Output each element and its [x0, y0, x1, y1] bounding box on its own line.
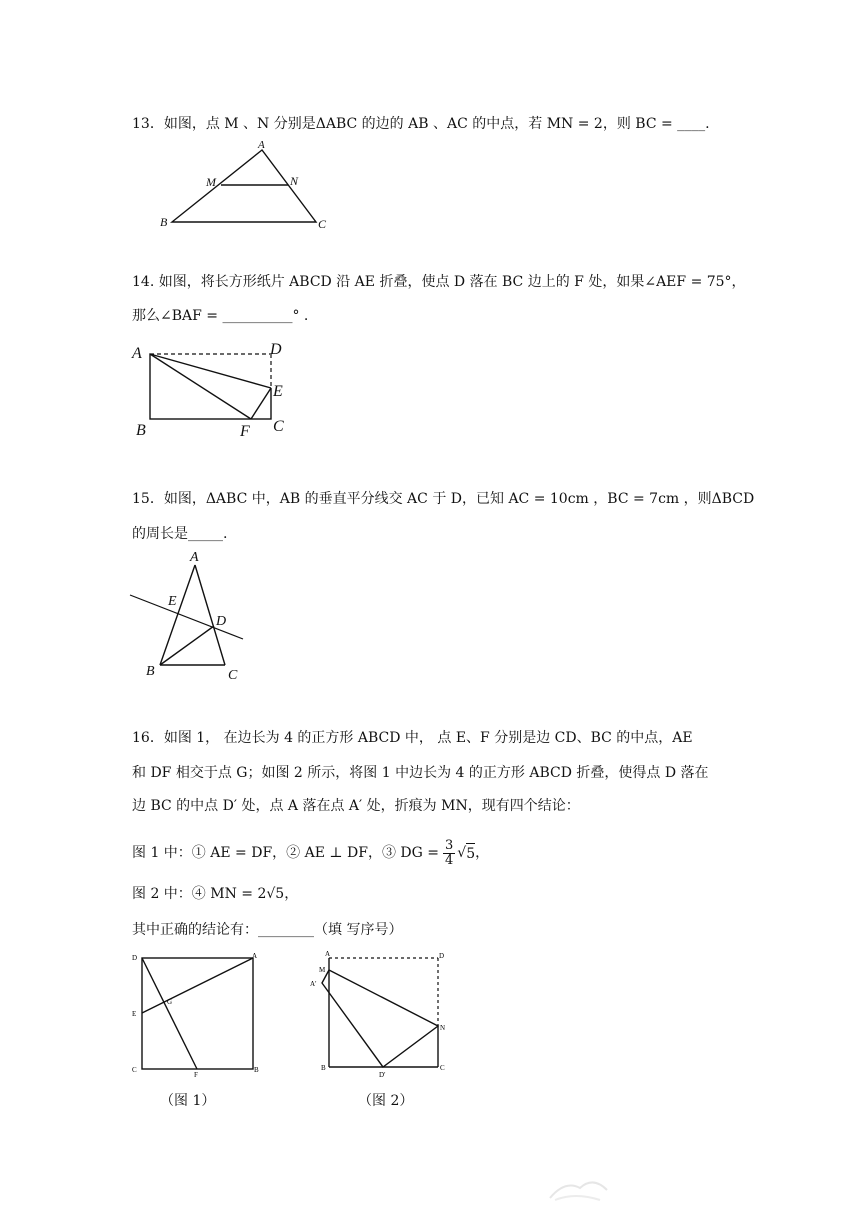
line4-prefix: 图 1 中：① AE = DF，② AE ⊥ DF，③ DG =: [132, 845, 439, 861]
line4-suffix: ，: [475, 845, 490, 861]
fig2-label-c: C: [440, 1064, 445, 1072]
p14-label-e: E: [273, 383, 283, 400]
fig2-label-a-prime: A′: [310, 980, 317, 988]
problem-16-line-5: 图 2 中：④ MN = 2√5，: [132, 886, 299, 902]
p14-label-f: F: [240, 423, 250, 440]
fig2-label-d-prime: D′: [379, 1071, 386, 1079]
watermark-icon: [545, 1170, 615, 1205]
fraction: [443, 839, 455, 868]
p15-label-d: D: [216, 614, 227, 629]
fig2-label-n: N: [440, 1024, 446, 1032]
figure-2-caption: （图 2）: [358, 1093, 414, 1109]
problem-15-line-1: 15．如图，ΔABC 中，AB 的垂直平分线交 AC 于 D，已知 AC = 10cm ，BC = 7cm ，则ΔBCD: [132, 491, 755, 507]
fig2-label-m: M: [319, 966, 326, 974]
problem-15-line-2: 的周长是_____.: [132, 526, 228, 542]
problem-13-text: 13．如图，点 M 、N 分别是ΔABC 的边的 AB 、AC 的中点，若 MN = 2，则 BC = ____.: [132, 116, 710, 132]
problem-15-figure: [128, 545, 253, 685]
p14-label-b: B: [136, 422, 146, 439]
problem-14-line-1: 14. 如图，将长方形纸片 ABCD 沿 AE 折叠，使点 D 落在 BC 边上的 F 处，如果∠AEF = 75°，: [132, 274, 746, 290]
problem-16-line-3: 边 BC 的中点 D′ 处，点 A 落在点 A′ 处，折痕为 MN，现有四个结论：: [132, 798, 580, 814]
p14-label-d: D: [270, 341, 282, 358]
p14-label-a: A: [132, 345, 142, 362]
p13-label-b: B: [160, 215, 168, 229]
p13-label-m: M: [206, 175, 216, 189]
sqrt-symbol: √: [457, 845, 467, 861]
fig2-label-a: A: [325, 950, 331, 958]
problem-13-figure: [150, 138, 350, 233]
fig1-label-g: G: [167, 998, 173, 1006]
p15-label-c: C: [228, 668, 238, 683]
fig1-label-e: E: [132, 1010, 137, 1018]
fig1-label-a: A: [252, 952, 258, 960]
sqrt-value: 5: [466, 843, 475, 864]
fig2-label-b: B: [321, 1064, 326, 1072]
p13-label-n: N: [290, 174, 299, 188]
fraction-denominator: 4: [444, 852, 454, 868]
problem-14-figure: [128, 338, 298, 443]
fraction-numerator: 3: [444, 837, 454, 853]
p13-label-c: C: [318, 217, 327, 231]
p15-label-e: E: [168, 594, 177, 609]
problem-16-line-1: 16．如图 1， 在边长为 4 的正方形 ABCD 中， 点 E、F 分别是边 CD、BC 的中点，AE: [132, 730, 693, 746]
problem-16-line-4: [132, 833, 489, 873]
fig1-label-f: F: [194, 1071, 198, 1079]
fig1-label-c: C: [132, 1066, 137, 1074]
problem-14-line-2: 那么∠BAF = __________° .: [132, 308, 309, 324]
p13-label-a: A: [258, 139, 265, 151]
p15-label-b: B: [146, 664, 155, 679]
problem-16-figure-1: [128, 950, 268, 1080]
fig1-label-d: D: [132, 954, 138, 962]
fig2-label-d: D: [439, 952, 445, 960]
fig1-label-b: B: [254, 1066, 259, 1074]
problem-16-line-2: 和 DF 相交于点 G；如图 2 所示，将图 1 中边长为 4 的正方形 ABCD 折叠，使得点 D 落在: [132, 765, 709, 781]
problem-16-figure-2: [305, 950, 465, 1080]
p14-label-c: C: [273, 418, 284, 435]
p15-label-a: A: [190, 550, 199, 565]
problem-16-line-6: 其中正确的结论有：________（填 写序号）: [132, 922, 403, 938]
figure-1-caption: （图 1）: [160, 1093, 216, 1109]
